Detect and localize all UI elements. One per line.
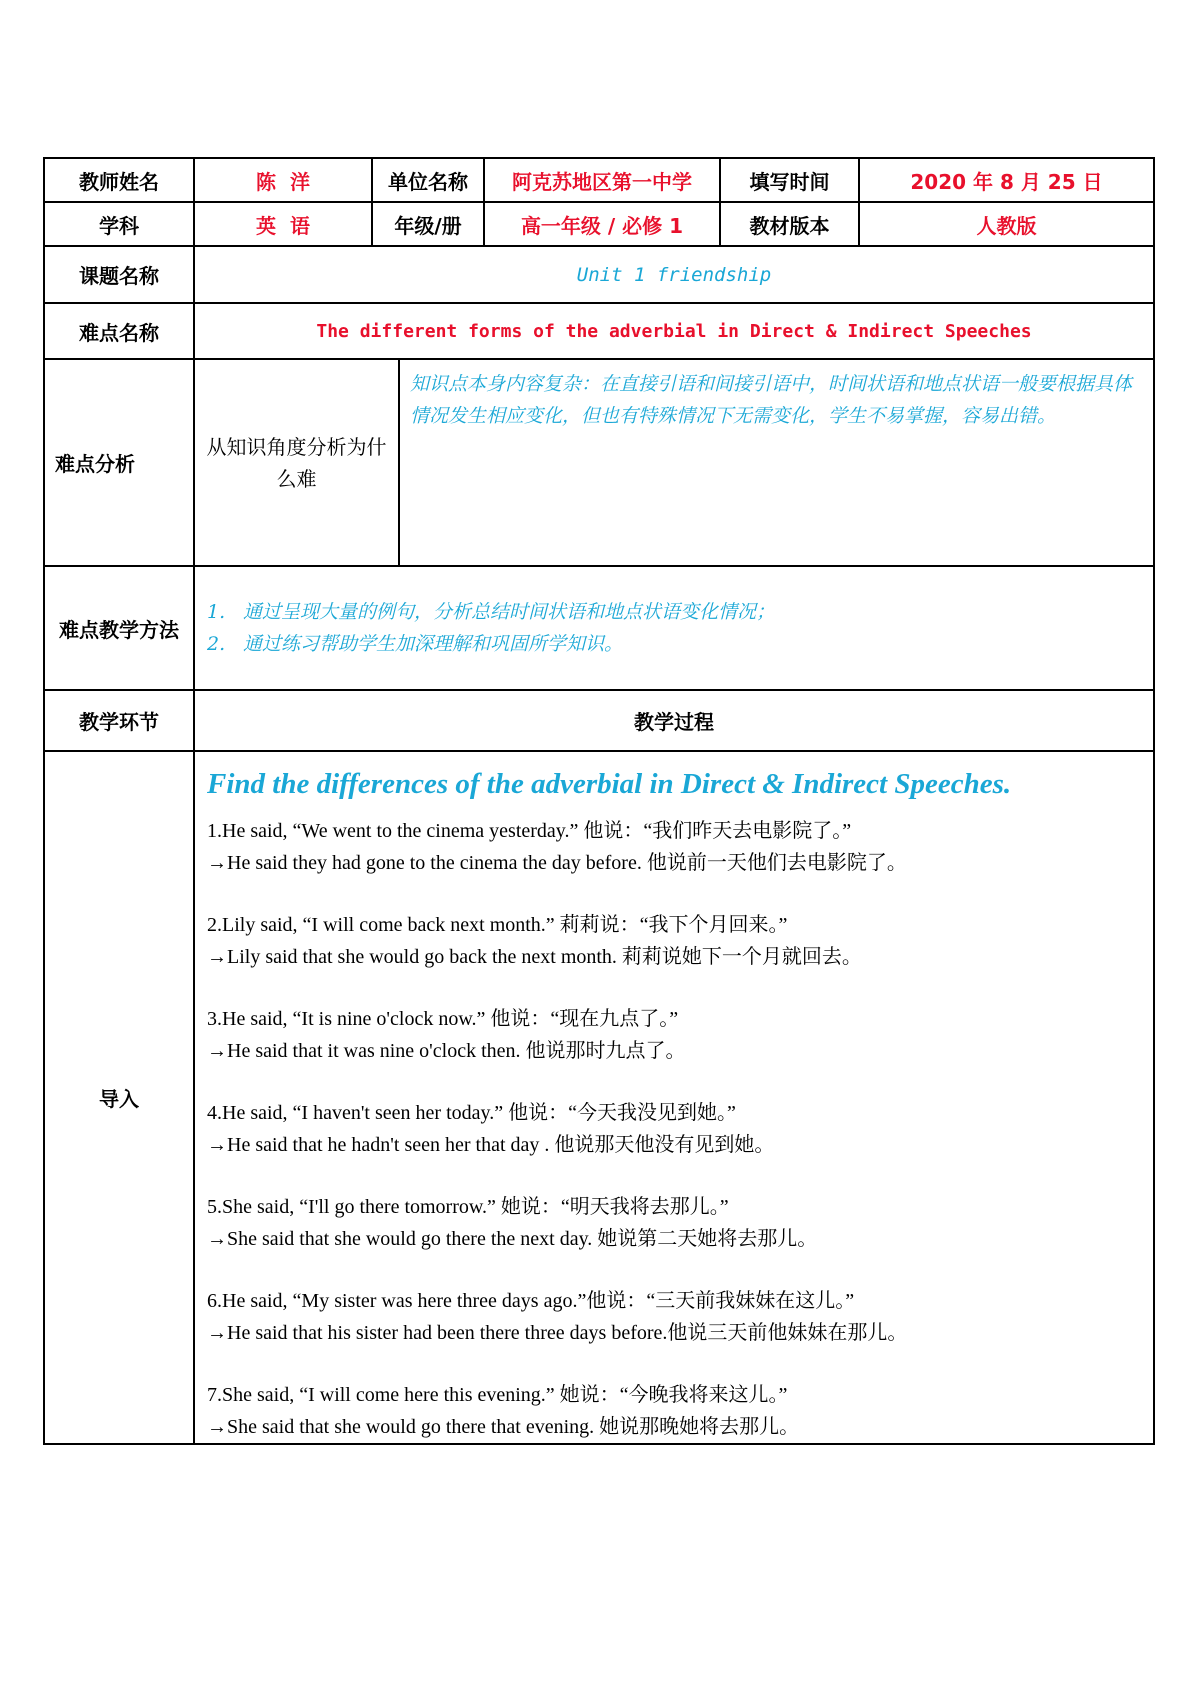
method-item <box>207 596 1153 628</box>
indirect-speech: →She said that she would go there the next day. 她说第二天她将去那儿。 <box>207 1228 818 1250</box>
example-pair <box>207 1379 1153 1443</box>
indirect-speech: →She said that she would go there that evening. 她说那晚她将去那儿。 <box>207 1416 800 1438</box>
analysis-cell <box>194 359 1154 566</box>
example-pair <box>207 1003 1153 1067</box>
date-value: 2020 年 8 月 25 日 <box>859 158 1154 202</box>
textbook-label: 教材版本 <box>720 202 859 246</box>
stage-label: 教学环节 <box>44 690 194 751</box>
method-item-text: 通过练习帮助学生加深理解和巩固所学知识。 <box>243 633 624 655</box>
analysis-inner-table <box>195 360 1153 565</box>
date-label: 填写时间 <box>720 158 859 202</box>
direct-speech: 1.He said, “We went to the cinema yesterday.” 他说：“我们昨天去电影院了。” <box>207 820 852 842</box>
example-pair <box>207 1285 1153 1349</box>
unit-name-label: 单位名称 <box>372 158 484 202</box>
teacher-name-value: 陈 洋 <box>194 158 372 202</box>
lead-in-row <box>44 751 1154 1444</box>
analysis-sub-label: 从知识角度分析为什么难 <box>195 360 399 565</box>
lesson-plan-table <box>43 157 1155 1445</box>
example-pair <box>207 1097 1153 1161</box>
method-item-text: 通过呈现大量的例句，分析总结时间状语和地点状语变化情况； <box>243 601 776 623</box>
lesson-plan-sheet <box>43 157 1153 1445</box>
topic-value: Unit 1 friendship <box>194 246 1154 303</box>
direct-speech: 4.He said, “I haven't seen her today.” 他说：“今天我没见到她。” <box>207 1102 736 1124</box>
indirect-speech: →He said they had gone to the cinema the day before. 他说前一天他们去电影院了。 <box>207 852 907 874</box>
unit-name-value: 阿克苏地区第一中学 <box>484 158 720 202</box>
analysis-label: 难点分析 <box>44 359 194 566</box>
topic-row <box>44 246 1154 303</box>
analysis-row <box>44 359 1154 566</box>
header-row-2 <box>44 202 1154 246</box>
example-pair <box>207 815 1153 879</box>
difficulty-label: 难点名称 <box>44 303 194 359</box>
direct-speech: 5.She said, “I'll go there tomorrow.” 她说：“明天我将去那儿。” <box>207 1196 729 1218</box>
analysis-text: 知识点本身内容复杂：在直接引语和间接引语中，时间状语和地点状语一般要根据具体情况发生相应变化，但也有特殊情况下无需变化，学生不易掌握，容易出错。 <box>410 373 1133 427</box>
method-row <box>44 566 1154 690</box>
textbook-value: 人教版 <box>859 202 1154 246</box>
topic-label: 课题名称 <box>44 246 194 303</box>
example-list <box>195 815 1153 1443</box>
direct-speech: 2.Lily said, “I will come back next month.” 莉莉说：“我下个月回来。” <box>207 914 788 936</box>
lead-in-label: 导入 <box>44 751 194 1444</box>
indirect-speech: →He said that it was nine o'clock then. 他说那时九点了。 <box>207 1040 686 1062</box>
method-item-number: 1. <box>207 601 226 623</box>
direct-speech: 7.She said, “I will come here this evening.” 她说：“今晚我将来这儿。” <box>207 1384 788 1406</box>
method-label: 难点教学方法 <box>44 566 194 690</box>
lead-in-content <box>194 751 1154 1444</box>
difficulty-row <box>44 303 1154 359</box>
lead-in-heading: Find the differences of the adverbial in Direct & Indirect Speeches. <box>207 768 1012 800</box>
direct-speech: 3.He said, “It is nine o'clock now.” 他说：“现在九点了。” <box>207 1008 679 1030</box>
grade-label: 年级/册 <box>372 202 484 246</box>
direct-speech: 6.He said, “My sister was here three days ago.”他说：“三天前我妹妹在这儿。” <box>207 1290 855 1312</box>
example-pair <box>207 1191 1153 1255</box>
method-item-number: 2. <box>207 633 226 655</box>
indirect-speech: →He said that his sister had been there three days before.他说三天前他妹妹在那儿。 <box>207 1322 908 1344</box>
teacher-name-label: 教师姓名 <box>44 158 194 202</box>
indirect-speech: →He said that he hadn't seen her that day . 他说那天他没有见到她。 <box>207 1134 775 1156</box>
header-row-1 <box>44 158 1154 202</box>
grade-value: 高一年级 / 必修 1 <box>484 202 720 246</box>
example-pair <box>207 909 1153 973</box>
method-list <box>194 566 1154 690</box>
indirect-speech: →Lily said that she would go back the next month. 莉莉说她下一个月就回去。 <box>207 946 862 968</box>
subject-label: 学科 <box>44 202 194 246</box>
difficulty-value: The different forms of the adverbial in Direct & Indirect Speeches <box>194 303 1154 359</box>
process-header-row <box>44 690 1154 751</box>
process-label: 教学过程 <box>194 690 1154 751</box>
subject-value: 英 语 <box>194 202 372 246</box>
method-item <box>207 628 1153 660</box>
